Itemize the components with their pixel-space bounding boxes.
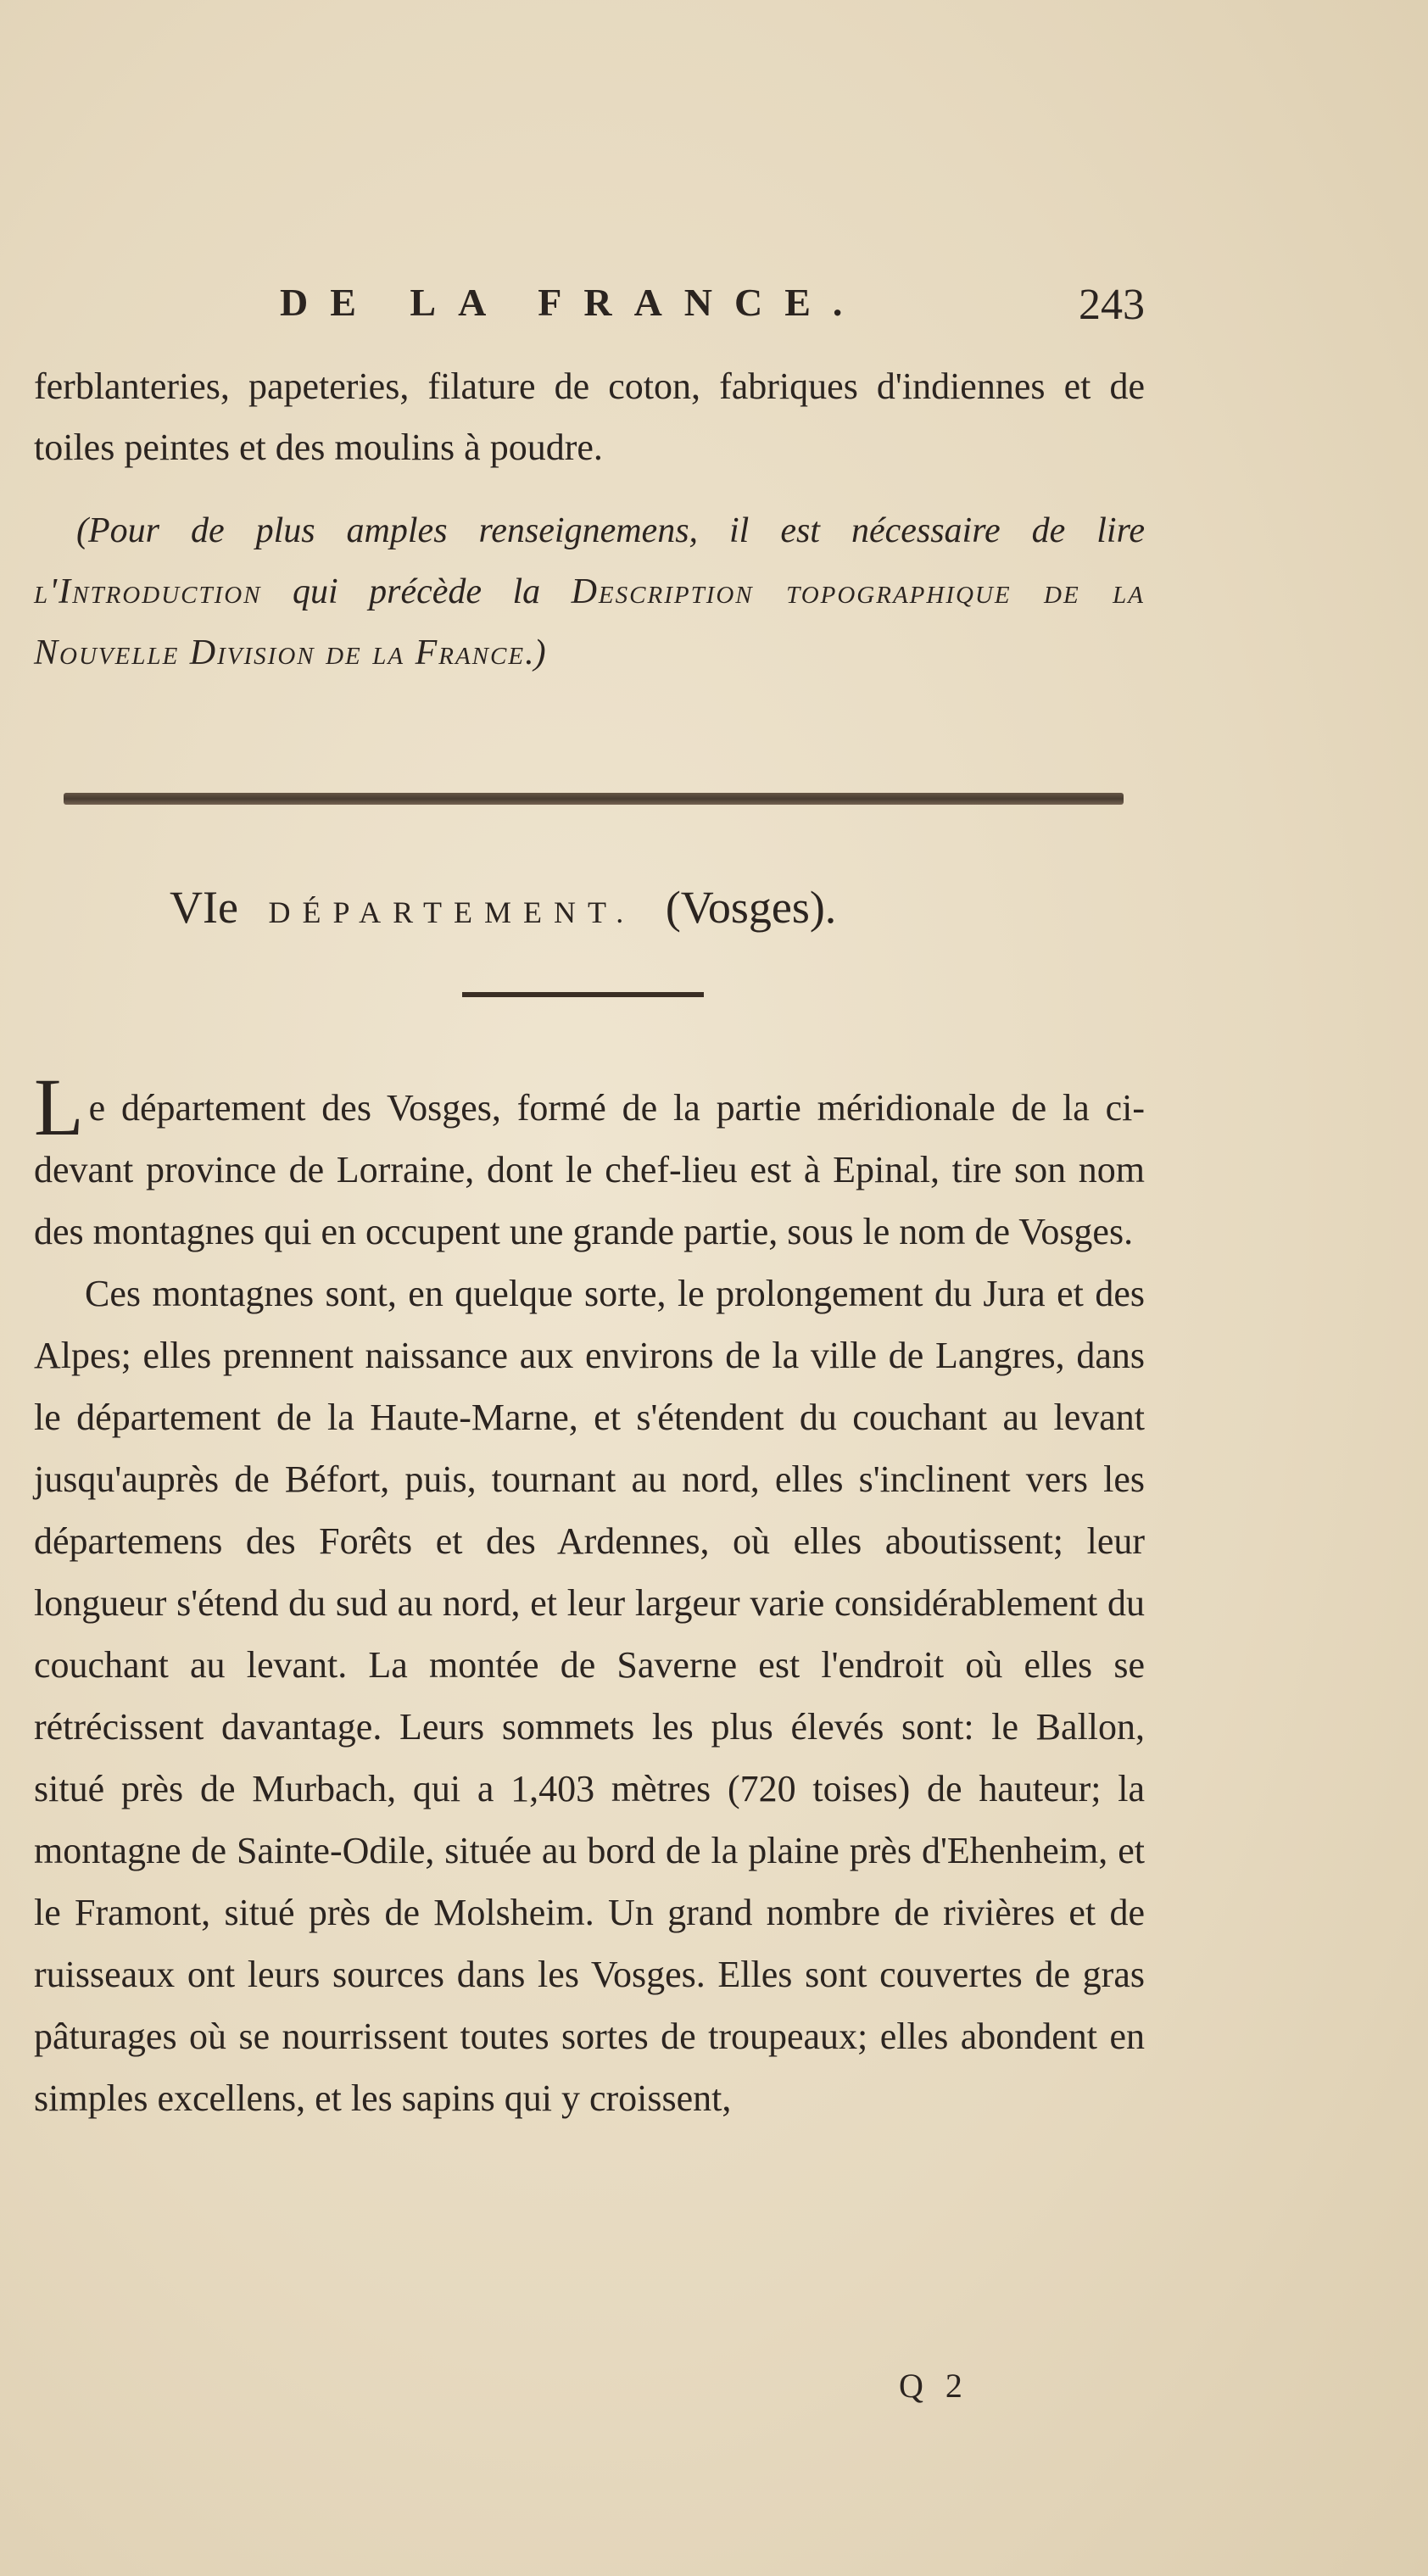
section-name: (Vosges). bbox=[665, 882, 837, 933]
title-underline-rule bbox=[462, 992, 704, 997]
signature-mark: Q 2 bbox=[899, 2367, 969, 2405]
note-mid: qui précède la bbox=[261, 572, 572, 611]
page-number: 243 bbox=[1079, 281, 1145, 329]
note-close: .) bbox=[525, 633, 546, 672]
paragraph-continued: ferblanteries, papeteries, filature de coton, fabriques d'indiennes et de toiles peintes et des moulins à poudre. bbox=[34, 365, 1145, 468]
note-introduction: l'Introduction bbox=[34, 572, 262, 611]
running-header bbox=[280, 280, 1145, 348]
section-label: DÉPARTEMENT. bbox=[268, 895, 636, 929]
section-title bbox=[170, 873, 1018, 941]
section-divider-rule bbox=[64, 793, 1124, 805]
note-description: Description topographique de la Nouvelle Division de la France bbox=[34, 572, 1145, 672]
note-open: (Pour de plus amples renseignemens, il est nécessaire de lire bbox=[76, 511, 1145, 550]
main-paragraph-1 bbox=[34, 1062, 1145, 1263]
running-title: DE LA FRANCE. bbox=[280, 281, 865, 324]
main-paragraph-1-text: e département des Vosges, formé de la partie méridionale de la ci-devant province de Lorraine, dont le chef-lieu est à Epinal, tire son nom des montagnes qui en occupent une grande partie, sous le nom de Vosges. bbox=[34, 1087, 1145, 1252]
section-number: VIe bbox=[170, 882, 238, 933]
reference-note bbox=[34, 500, 1145, 683]
main-text bbox=[34, 1062, 1145, 2129]
drop-cap: L bbox=[34, 1062, 84, 1152]
main-paragraph-2: Ces montagnes sont, en quelque sorte, le prolongement du Jura et des Alpes; elles prennent naissance aux environs de la ville de Langres, dans le département de la Haute-Marne, et s'étendent du couchant au levant jusqu'auprès de Béfort, puis, tournant au nord, elles s'inclinent vers les départemens des Forêts et des Ardennes, où elles aboutissent; leur longueur s'étend du sud au nord, et leur largeur varie considérablement du couchant au levant. La montée de Saverne est l'endroit où elles se rétrécissent davantage. Leurs sommets les plus élevés sont: le Ballon, situé près de Murbach, qui a 1,403 mètres (720 toises) de hauteur; la montagne de Sainte-Odile, située au bord de la plaine près d'Ehenheim, et le Framont, situé près de Molsheim. Un grand nombre de rivières et de ruisseaux ont leurs sources dans les Vosges. Elles sont couvertes de gras pâturages où se nourrissent toutes sortes de troupeaux; elles abondent en simples excellens, et les sapins qui y croissent, bbox=[34, 1273, 1145, 2119]
